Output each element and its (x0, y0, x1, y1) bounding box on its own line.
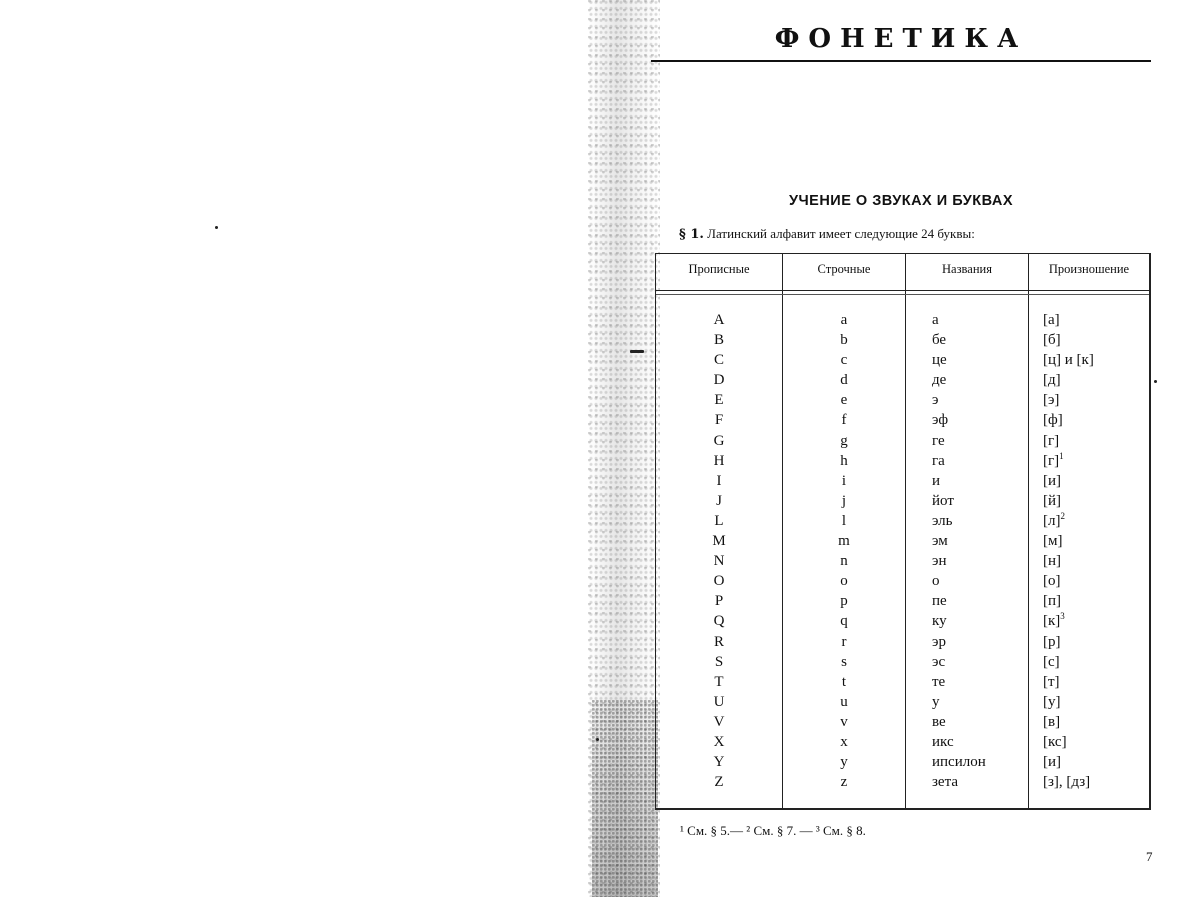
pronunciation-value (1029, 632, 1149, 652)
page-number: 7 (1146, 849, 1153, 864)
pronunciation-value (1029, 551, 1149, 571)
pronunciation-text: [г] (1043, 432, 1060, 449)
pronunciation-text: [к] (1043, 613, 1061, 630)
letter-name: ге (932, 432, 945, 449)
uppercase-letter: R (713, 633, 724, 650)
header-uppercase: Прописные (688, 262, 750, 276)
footnotes: ¹ См. § 5.— ² См. § 7. — ³ См. § 8. (680, 823, 866, 838)
footnote-marker: 3 (1060, 611, 1065, 622)
letter-name: га (932, 452, 945, 469)
letter-name: эм (932, 533, 948, 550)
scan-speck (630, 350, 644, 353)
lowercase-letter: l (841, 512, 847, 529)
alphabet-table (655, 253, 1151, 810)
pronunciation-text: [л] (1043, 512, 1061, 529)
lowercase-letter: f (841, 412, 847, 429)
uppercase-letter: X (713, 733, 725, 750)
lowercase-letter: g (840, 432, 848, 449)
letter-name: йот (932, 492, 954, 509)
letter-name: эль (932, 512, 953, 529)
uppercase-letter: S (714, 653, 724, 670)
uppercase-letter: I (716, 472, 722, 489)
uppercase-letter: Q (713, 613, 725, 630)
lowercase-letter: y (840, 754, 848, 771)
uppercase-letter: O (713, 573, 725, 590)
pronunciation-column (1029, 310, 1149, 792)
intro-text: Латинский алфавит имеет следующие 24 буквы: (707, 226, 975, 241)
lowercase-letter: n (840, 553, 848, 570)
pronunciation-text: [э] (1043, 392, 1060, 409)
pronunciation-text: [б] (1043, 332, 1061, 349)
pronunciation-text: [и] (1043, 472, 1062, 489)
pronunciation-text: [в] (1043, 713, 1061, 730)
uppercase-letter: V (713, 713, 725, 730)
pronunciation-value (1029, 692, 1149, 712)
lowercase-letter: x (840, 733, 848, 750)
letter-name: у (932, 693, 940, 710)
pronunciation-value (1029, 732, 1149, 752)
header-lowercase: Строчные (817, 262, 871, 276)
lowercase-letter: a (840, 312, 848, 328)
footnote-marker: 2 (1060, 510, 1065, 521)
binding-shadow-bottom (592, 700, 658, 897)
lowercase-letter: o (840, 573, 848, 590)
pronunciation-value (1029, 772, 1149, 792)
lowercase-letter: p (840, 593, 848, 610)
uppercase-letter: J (716, 492, 722, 509)
scan-speck (215, 226, 218, 229)
letter-name: э (932, 392, 939, 409)
pronunciation-value (1029, 410, 1149, 430)
footnote-marker: 1 (1059, 450, 1064, 461)
pronunciation-value (1029, 712, 1149, 732)
lowercase-letter: u (840, 693, 848, 710)
header-names: Названия (942, 262, 992, 276)
pronunciation-text: [о] (1043, 573, 1061, 590)
section-mark: § 1. (679, 227, 704, 242)
letter-name: эр (932, 633, 946, 650)
pronunciation-value (1029, 330, 1149, 350)
letter-name: пе (932, 593, 947, 610)
pronunciation-text: [и] (1043, 754, 1062, 771)
lowercase-letter: e (840, 392, 848, 409)
header-pronunciation: Произношение (1048, 262, 1130, 276)
uppercase-letter: M (712, 533, 726, 550)
lowercase-letter: s (841, 653, 847, 670)
pronunciation-value (1029, 591, 1149, 611)
scan-speck (1154, 380, 1157, 383)
uppercase-letter: A (713, 312, 725, 328)
pronunciation-value (1029, 451, 1149, 471)
letter-name: эн (932, 553, 947, 570)
pronunciation-text: [н] (1043, 553, 1062, 570)
lowercase-letter: h (840, 452, 848, 469)
uppercase-letter: E (714, 392, 724, 409)
uppercase-letter: H (713, 452, 725, 469)
uppercase-letter: F (714, 412, 724, 429)
pronunciation-value (1029, 350, 1149, 370)
lowercase-letter: v (840, 713, 848, 730)
pronunciation-text: [м] (1043, 533, 1063, 550)
lowercase-column (783, 310, 905, 792)
pronunciation-value (1029, 511, 1149, 531)
pronunciation-value (1029, 431, 1149, 451)
uppercase-letter: N (713, 553, 725, 570)
pronunciation-text: [п] (1043, 593, 1062, 610)
pronunciation-text: [у] (1043, 693, 1061, 710)
letter-name: о (932, 573, 940, 590)
pronunciation-text: [д] (1043, 372, 1061, 389)
lowercase-letter: c (840, 352, 848, 369)
header-rule (656, 290, 1149, 291)
pronunciation-text: [с] (1043, 653, 1060, 670)
lowercase-letter: j (841, 492, 847, 509)
lowercase-letter: z (840, 774, 848, 791)
letter-name: ве (932, 713, 946, 730)
pronunciation-text: [й] (1043, 492, 1062, 509)
lowercase-letter: m (838, 533, 850, 550)
scan-speck (596, 738, 599, 741)
lowercase-letter: d (840, 372, 848, 389)
lowercase-letter: r (841, 633, 847, 650)
pronunciation-value (1029, 531, 1149, 551)
pronunciation-value (1029, 471, 1149, 491)
uppercase-letter: D (713, 372, 725, 389)
pronunciation-value (1029, 752, 1149, 772)
uppercase-letter: Y (713, 754, 725, 771)
uppercase-letter: U (713, 693, 725, 710)
letter-name: и (932, 472, 941, 489)
pronunciation-text: [г] (1043, 452, 1060, 469)
pronunciation-value (1029, 491, 1149, 511)
letter-name: икс (932, 733, 954, 750)
lowercase-letter: b (840, 332, 848, 349)
uppercase-column (656, 310, 782, 792)
heading-rule (651, 60, 1151, 62)
letter-name: ку (932, 613, 947, 630)
letter-name: а (932, 312, 939, 328)
intro-paragraph (679, 226, 975, 242)
pronunciation-text: [ц] и [к] (1043, 352, 1094, 369)
uppercase-letter: C (713, 352, 724, 369)
names-column (932, 310, 1028, 792)
pronunciation-text: [т] (1043, 673, 1060, 690)
pronunciation-value (1029, 390, 1149, 410)
pronunciation-value (1029, 370, 1149, 390)
section-title: УЧЕНИЕ О ЗВУКАХ И БУКВАХ (788, 193, 1014, 209)
pronunciation-value (1029, 571, 1149, 591)
header-rule-second (656, 294, 1149, 295)
pronunciation-text: [з], [дз] (1043, 774, 1091, 791)
pronunciation-text: [ф] (1043, 412, 1063, 429)
lowercase-letter: i (841, 472, 847, 489)
letter-name: эф (932, 412, 949, 429)
pronunciation-text: [р] (1043, 633, 1061, 650)
pronunciation-text: [кс] (1043, 733, 1067, 750)
pronunciation-text: [а] (1043, 312, 1060, 328)
uppercase-letter: T (714, 673, 724, 690)
letter-name: де (932, 372, 947, 389)
column-separator (905, 254, 906, 808)
uppercase-letter: B (713, 332, 724, 349)
letter-name: зета (932, 774, 958, 791)
lowercase-letter: t (841, 673, 847, 690)
pronunciation-value (1029, 611, 1149, 631)
uppercase-letter: P (714, 593, 724, 610)
letter-name: бе (932, 332, 947, 349)
letter-name: те (932, 673, 946, 690)
uppercase-letter: Z (714, 774, 724, 791)
pronunciation-value (1029, 672, 1149, 692)
page-heading: ФОНЕТИКА (774, 24, 1028, 54)
letter-name: эс (932, 653, 946, 670)
uppercase-letter: G (713, 432, 725, 449)
letter-name: ипсилон (932, 754, 986, 771)
uppercase-letter: L (714, 512, 724, 529)
lowercase-letter: q (840, 613, 848, 630)
pronunciation-value (1029, 310, 1149, 330)
pronunciation-value (1029, 652, 1149, 672)
letter-name: це (932, 352, 947, 369)
